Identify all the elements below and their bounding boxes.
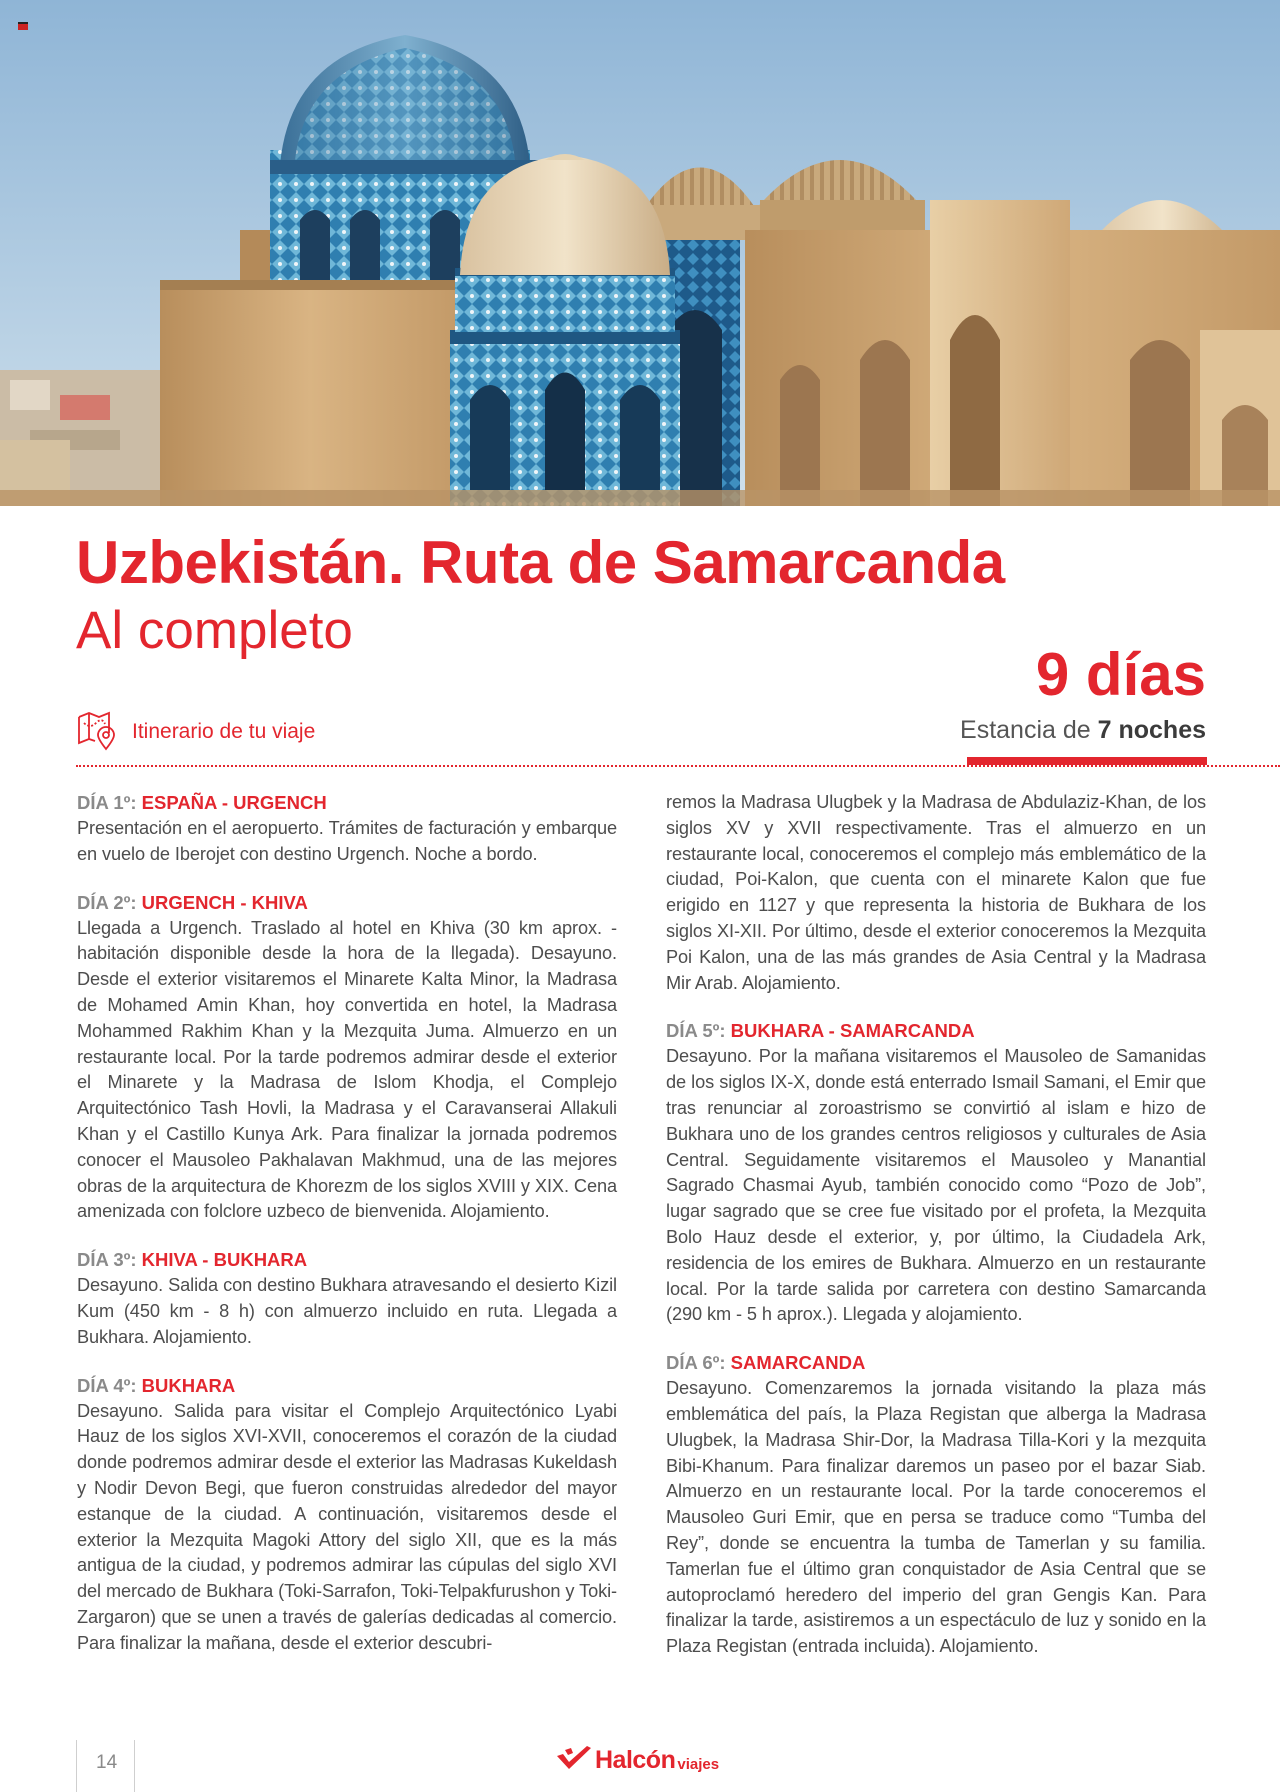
- flag-icon: [18, 22, 28, 30]
- stay-nights-value: 7 noches: [1097, 716, 1206, 744]
- logo-subword: viajes: [677, 1756, 720, 1773]
- day-description: Desayuno. Por la mañana visitaremos el Mausoleo de Samanidas de los siglos IX-X, donde está enterrado Ismail Samani, el Emir que tras renunciar al zoroastrismo se convirtió al islam e hizo de Bukhara uno de los grandes centros religiosos y culturales de Asia Central. Seguidamente visitaremos el Mausoleo y Manantial Sagrado Chasmai Ayub, también conocido como “Pozo de Job”, lugar sagrado que se cree fue visitado por el profeta, la Mezquita Bolo Hauz desde el exterior, y, por último, la Ciudadela Ark, residencia de los emires de Bukhara. Almuerzo en un restaurante local. Por la tarde salida por carretera con destino Samarcanda (290 km - 5 h aprox.). Llegada y alojamiento.: [666, 1046, 1206, 1325]
- day-heading: [666, 1350, 1206, 1376]
- day-block: [666, 1350, 1206, 1660]
- day-description: Presentación en el aeropuerto. Trámites de facturación y embarque en vuelo de Iberojet con destino Urgench. Noche a bordo.: [77, 818, 617, 864]
- page-subtitle: Al completo: [76, 601, 353, 660]
- footer-rule-left: [76, 1740, 77, 1792]
- dotted-divider: [76, 765, 1280, 767]
- day-description-continuation: remos la Madrasa Ulugbek y la Madrasa de Abdulaziz-Khan, de los siglos XV y XVII respectivamente. Tras el almuerzo en un restaurante local, conoceremos el complejo más emblemático de la ciudad, Poi-Kalon, que cuenta con el minarete Kalon que fue erigido en 1127 y que representa la historia de Bukhara de los siglos XI-XII. Por último, desde el exterior conoceremos la Mezquita Poi Kalon, una de las más grandes de Asia Central y la Madrasa Mir Arab. Alojamiento.: [666, 792, 1206, 993]
- day-block: [77, 1373, 617, 1657]
- day-heading: [77, 790, 617, 816]
- itinerary-heading: [76, 710, 315, 754]
- footer-rule-right: [134, 1740, 135, 1792]
- day-route: ESPAÑA - URGENCH: [141, 792, 327, 813]
- stay-nights: [960, 716, 1206, 745]
- day-description: Llegada a Urgench. Traslado al hotel en Khiva (30 km aprox. - habitación disponible desde la hora de la llegada). Desayuno. Desde el exterior visitaremos el Minarete Kalta Minor, la Madrasa de Mohamed Amin Khan, hoy convertida en hotel, la Madrasa Mohammed Rakhim Khan y la Mezquita Juma. Almuerzo en un restaurante local. Por la tarde podremos admirar desde el exterior el Minarete y la Madrasa de Islom Khodja, el Complejo Arquitectónico Tash Hovli, la Madrasa y el Caravanserai Allakuli Khan y el Castillo Kunya Ark. Para finalizar la jornada podremos conocer el Mausoleo Pakhalavan Makhmud, una de las mejores obras de la arquitectura de Khorezm de los siglos XVIII y XIX. Cena amenizada con folclore uzbeco de bienvenida. Alojamiento.: [77, 917, 617, 1222]
- day-number: DÍA 6º:: [666, 1352, 726, 1374]
- day-route: BUKHARA: [141, 1374, 236, 1396]
- day-block-continuation: [666, 790, 1206, 996]
- day-number: DÍA 1º:: [77, 792, 137, 813]
- itinerary-column-right: [666, 790, 1206, 1682]
- day-heading: [77, 1373, 617, 1399]
- hero-image: [0, 0, 1280, 506]
- day-number: DÍA 4º:: [77, 1374, 137, 1396]
- itinerary-column-left: [77, 790, 617, 1679]
- trip-duration: 9 días: [1035, 641, 1206, 708]
- day-number: DÍA 2º:: [77, 891, 137, 913]
- mausoleum-illustration: [0, 0, 1280, 506]
- day-route: URGENCH - KHIVA: [141, 891, 308, 913]
- day-number: DÍA 3º:: [77, 1249, 137, 1271]
- logo-wordmark: Halcón: [595, 1746, 676, 1774]
- day-heading: [77, 890, 617, 916]
- day-block: [77, 1247, 617, 1350]
- map-pin-icon: [76, 709, 118, 756]
- day-block: [77, 790, 617, 868]
- day-block: [77, 890, 617, 1226]
- stay-prefix: Estancia de: [960, 716, 1091, 744]
- itinerary-label: Itinerario de tu viaje: [132, 720, 316, 743]
- day-description: Desayuno. Comenzaremos la jornada visitando la plaza más emblemática del país, la Plaza Registan que alberga la Madrasa Ulugbek, la Madrasa Shir-Dor, la Madrasa Tilla-Kori y la mezquita Bibi-Khanum. Para finalizar daremos un paseo por el bazar Siab. Almuerzo en un restaurante local. Por la tarde conoceremos el Mausoleo Guri Emir, que en persa se traduce como “Tumba del Rey”, donde se encuentra la tumba de Tamerlan y su familia. Tamerlan fue el último gran conquistador de Asia Central que se autoproclamó heredero del imperio del gran Gengis Kan. Para finalizar la tarde, asistiremos a un espectáculo de luz y sonido en la Plaza Registan (entrada incluida). Alojamiento.: [666, 1378, 1206, 1657]
- day-description: Desayuno. Salida para visitar el Complejo Arquitectónico Lyabi Hauz de los siglos XVI-XVII, conoceremos el corazón de la ciudad donde podremos admirar desde el exterior las Madrasas Kukeldash y Nodir Devon Begi, que fueron construidas alrededor del mayor estanque de la ciudad. A continuación, visitaremos desde el exterior la Mezquita Magoki Attory del siglo XII, que es la más antigua de la ciudad, y podremos admirar las cúpulas del siglo XVI del mercado de Bukhara (Toki-Sarrafon, Toki-Telpakfurushon y Toki-Zargaron) que se unen a través de galerías dedicadas al comercio. Para finalizar la mañana, desde el exterior descubri-: [77, 1400, 617, 1653]
- day-heading: [666, 1018, 1206, 1044]
- day-block: [666, 1018, 1206, 1328]
- day-description: Desayuno. Salida con destino Bukhara atravesando el desierto Kizil Kum (450 km - 8 h) con almuerzo incluido en ruta. Llegada a Bukhara. Alojamiento.: [77, 1275, 617, 1347]
- day-route: SAMARCANDA: [730, 1352, 866, 1374]
- halcon-check-icon: [555, 1744, 593, 1775]
- day-number: DÍA 5º:: [666, 1020, 726, 1042]
- stay-accent-bar: [967, 757, 1207, 765]
- day-route: KHIVA - BUKHARA: [141, 1249, 308, 1271]
- day-heading: [77, 1247, 617, 1273]
- day-route: BUKHARA - SAMARCANDA: [730, 1020, 975, 1042]
- halcon-logo: [555, 1744, 719, 1775]
- page-number: 14: [96, 1752, 118, 1773]
- page-title: Uzbekistán. Ruta de Samarcanda: [76, 529, 1005, 596]
